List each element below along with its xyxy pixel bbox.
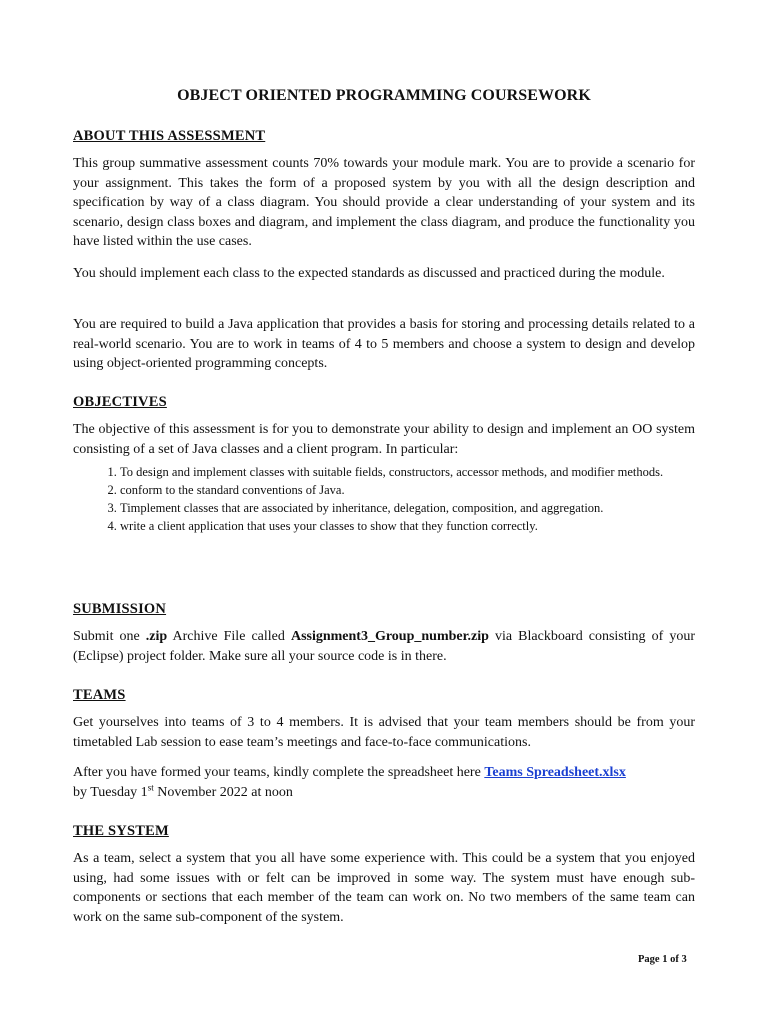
system-body bbox=[73, 849, 695, 927]
submission-text-3: via Blackboard consisting of your (Eclipse) project folder. Make sure all your source code is in there. bbox=[73, 629, 695, 664]
submission-text-1: Submit one bbox=[73, 629, 146, 644]
teams-body bbox=[73, 713, 695, 752]
teams-section bbox=[73, 687, 695, 704]
list-item: 1. To design and implement classes with suitable fields, constructors, accessor methods, and modifier methods. bbox=[120, 463, 695, 481]
teams-spreadsheet-link[interactable]: Teams Spreadsheet.xlsx bbox=[484, 765, 626, 780]
about-body bbox=[73, 154, 695, 252]
about-heading: ABOUT THIS ASSESSMENT bbox=[73, 128, 266, 144]
teams-paragraph-1: Get yourselves into teams of 3 to 4 members. It is advised that your team members should be from your timetabled Lab session to ease team’s meetings and face-to-face communications. bbox=[73, 715, 695, 750]
list-item: 4. write a client application that uses your classes to show that they function correctly. bbox=[120, 517, 695, 535]
objectives-intro: The objective of this assessment is for you to demonstrate your ability to design and implement an OO system consisting of a set of Java classes and a client program. In particular: bbox=[73, 422, 695, 457]
system-heading: THE SYSTEM bbox=[73, 823, 169, 839]
objectives-heading: OBJECTIVES bbox=[73, 394, 167, 410]
objectives-list bbox=[73, 463, 695, 535]
submission-paragraph bbox=[73, 627, 695, 666]
about-paragraph-3: You are required to build a Java application that provides a basis for storing and processing details related to a real-world scenario. You are to work in teams of 4 to 5 members and choose a system to design and develop using object-oriented programming concepts. bbox=[73, 317, 695, 371]
about-paragraph-1: This group summative assessment counts 70% towards your module mark. You are to provide a scenario for your assignment. This takes the form of a proposed system by you with all the design description and specification by way of a class diagram. You should provide a clear understanding of your system and its scenario, design class boxes and diagram, and implement the class diagram, and produce the functionality you have listed within the use cases. bbox=[73, 156, 695, 249]
archive-filename: Assignment3_Group_number.zip bbox=[290, 629, 489, 644]
page-title: OBJECT ORIENTED PROGRAMMING COURSEWORK bbox=[177, 87, 591, 104]
objectives-list-wrap bbox=[73, 463, 695, 535]
teams-text: After you have formed your teams, kindly complete the spreadsheet here bbox=[73, 765, 485, 780]
objectives-section bbox=[73, 394, 695, 411]
submission-section bbox=[73, 601, 695, 618]
teams-heading: TEAMS bbox=[73, 687, 126, 703]
teams-paragraph-2 bbox=[73, 763, 695, 802]
page-number: Page 1 of 3 bbox=[638, 954, 687, 965]
zip-extension: .zip bbox=[145, 629, 168, 644]
submission-text-2: Archive File called bbox=[167, 629, 291, 644]
about-paragraph-2: You should implement each class to the expected standards as discussed and practiced during the module. bbox=[73, 266, 665, 281]
system-paragraph: As a team, select a system that you all have some experience with. This could be a system that you enjoyed using, had some issues with or felt can be improved in some way. The system must have enough sub-components or sections that each member of the team can work on. No two members of the same team can work on the same sub-component of the system. bbox=[73, 851, 695, 925]
teams-body-2 bbox=[73, 763, 695, 802]
system-section bbox=[73, 823, 695, 840]
submission-body bbox=[73, 627, 695, 666]
submission-heading: SUBMISSION bbox=[73, 601, 167, 617]
list-item: 2. conform to the standard conventions of Java. bbox=[120, 481, 695, 499]
about-body-2 bbox=[73, 264, 695, 284]
about-section bbox=[73, 128, 695, 145]
list-item: 3. Timplement classes that are associated by inheritance, delegation, composition, and aggregation. bbox=[120, 499, 695, 517]
objectives-body bbox=[73, 420, 695, 459]
deadline-text: by Tuesday 1 bbox=[73, 784, 148, 800]
deadline-ordinal: st bbox=[147, 781, 154, 792]
about-body-3 bbox=[73, 315, 695, 374]
deadline-end: November 2022 at noon bbox=[153, 784, 293, 800]
